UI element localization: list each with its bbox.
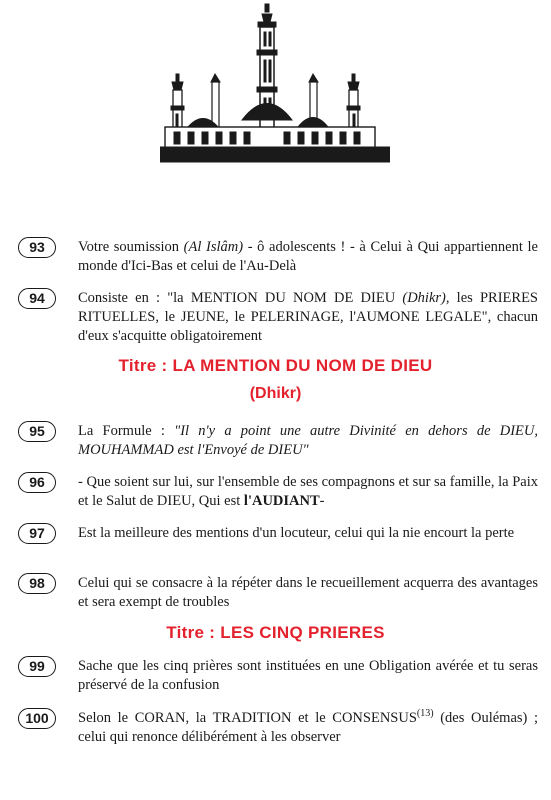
verse-number: 93	[18, 237, 56, 258]
verse-text: Sache que les cinq prières sont instituées en une Obligation avérée et tu seras préservé de la confusion	[78, 658, 538, 693]
verse-text: Consiste en : "la MENTION DU NOM DE DIEU (Dhikr), les PRIERES RITUELLES, le JEUNE, le PELERINAGE, l'AUMONE LEGALE", chacun d'eux s'acquitte obligatoirement	[78, 290, 538, 344]
verse-number: 97	[18, 523, 56, 544]
verse-text: - Que soient sur lui, sur l'ensemble de ses compagnons et sur sa famille, la Paix et le Salut de DIEU, Qui est l'AUDIANT-	[78, 474, 538, 509]
verse-text: Celui qui se consacre à la répéter dans le recueillement acquerra des avantages et sera exempt de troubles	[78, 575, 538, 610]
verse-number: 100	[18, 708, 56, 729]
verse-number: 94	[18, 288, 56, 309]
section-heading-prayers: Titre : LES CINQ PRIERES	[166, 623, 385, 642]
footnote-ref: (13)	[416, 708, 434, 720]
verse-text: La Formule : "Il n'y a point une autre Divinité en dehors de DIEU, MOUHAMMAD est l'Envoyé de DIEU"	[78, 423, 538, 458]
verse-text: Selon le CORAN, la TRADITION et le CONSENSUS$^{(13)}$ (des Oulémas) ; celui qui renonce délibérément à les observer	[78, 708, 539, 745]
verse-number: 98	[18, 573, 56, 594]
verse-number: 96	[18, 472, 56, 493]
mosque-illustration	[160, 2, 390, 167]
verse-text: Votre soumission (Al Islâm) - ô adolescents ! - à Celui à Qui appartiennent le monde d'Ici-Bas et celui de l'Au-Delà	[78, 239, 538, 274]
verse-number: 99	[18, 656, 56, 677]
verse-number: 95	[18, 421, 56, 442]
verse-text: Est la meilleure des mentions d'un locuteur, celui qui la nie encourt la perte	[78, 525, 515, 541]
section-heading-dhikr: Titre : LA MENTION DU NOM DE DIEU	[118, 356, 433, 375]
section-subheading-dhikr: (Dhikr)	[249, 385, 302, 402]
